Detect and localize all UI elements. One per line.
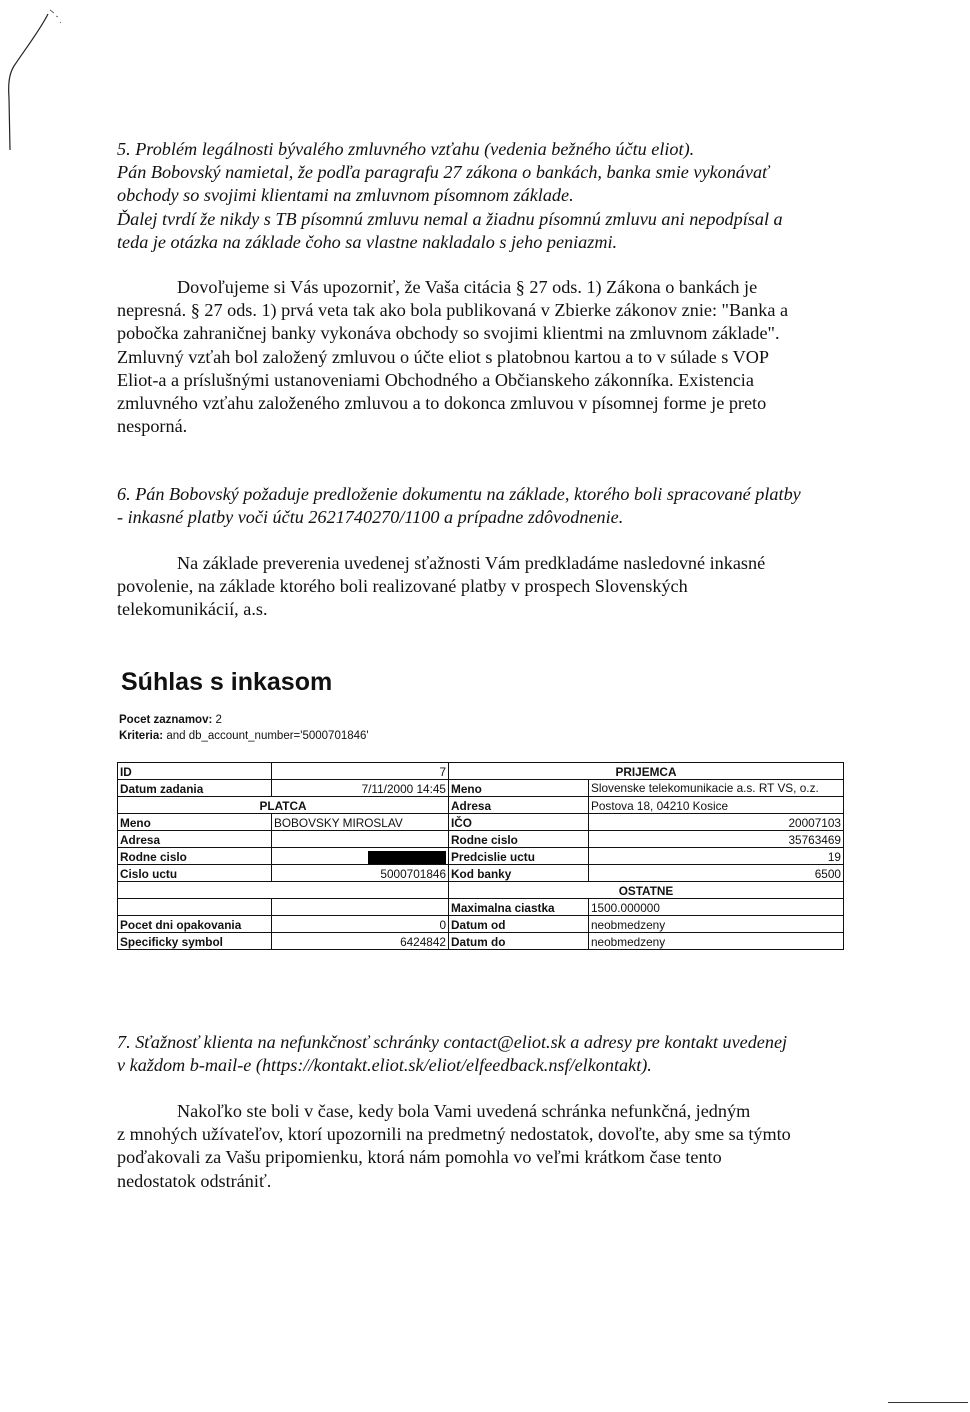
ico-value: 20007103 (589, 814, 844, 831)
table-row (118, 797, 844, 814)
page-edge-line (888, 1402, 968, 1403)
ostatne-header: OSTATNE (449, 882, 844, 899)
text-line: obchody so svojimi klientami na zmluvnom písomnom základe. (117, 185, 574, 206)
prijemca-header: PRIJEMCA (449, 763, 844, 780)
text-line: Ďalej tvrdí že nikdy s TB písomnú zmluvu nemal a žiadnu písomnú zmluvu ani nepodpísal a (117, 208, 783, 229)
table-row (118, 848, 844, 865)
section-7-heading (117, 1031, 877, 1077)
kod-banky-label: Kod banky (449, 865, 589, 882)
id-label: ID (118, 763, 272, 780)
table-row (118, 763, 844, 780)
record-count-value: 2 (215, 714, 222, 726)
table-row (118, 814, 844, 831)
text-line: 6. Pán Bobovský požaduje predloženie dokumentu na základe, ktorého boli spracované platby (117, 484, 801, 504)
datum-od-value: neobmedzeny (589, 916, 844, 933)
text-line: telekomunikácií, a.s. (117, 599, 268, 620)
text-line: Nakoľko ste boli v čase, kedy bola Vami uvedená schránka nefunkčná, jedným (177, 1101, 751, 1121)
text-line: nedostatok odstrániť. (117, 1170, 272, 1191)
platca-adresa-label: Adresa (118, 831, 272, 848)
text-line: v každom b-mail-e (https://kontakt.eliot.sk/eliot/elfeedback.nsf/elkontakt). (117, 1055, 652, 1076)
text-line: - inkasné platby voči účtu 2621740270/1100 a prípadne zdôvodnenie. (117, 507, 624, 528)
text-line: Eliot-a a príslušnými ustanoveniami Obchodného a Občianskeho zákonníka. Existencia (117, 369, 754, 390)
section-7-response (117, 1100, 877, 1193)
prijemca-meno-value: Slovenske telekomunikacie a.s. RT VS, o.z. (589, 780, 844, 797)
text-line: povolenie, na základe ktorého boli realizované platby v prospech Slovenských (117, 576, 688, 597)
predcislie-value: 19 (589, 848, 844, 865)
datum-do-label: Datum do (449, 933, 589, 950)
direct-debit-table (117, 762, 844, 950)
id-value: 7 (272, 763, 449, 780)
criteria-value: and db_account_number='5000701846' (166, 730, 369, 742)
text-line: 7. Sťažnosť klienta na nefunkčnosť schránky contact@eliot.sk a adresy pre kontakt uvedenej (117, 1032, 788, 1052)
text-line: z mnohých užívateľov, ktorí upozornili na predmetný nedostatok, dovoľte, aby sme sa týmto (117, 1124, 791, 1145)
text-line: teda je otázka na základe čoho sa vlastne nakladalo s jeho peniazmi. (117, 231, 618, 252)
platca-rodne-cislo-label: Rodne cislo (118, 848, 272, 865)
prijemca-rodne-cislo-label: Rodne cislo (449, 831, 589, 848)
table-row (118, 865, 844, 882)
maximalna-ciastka-value: 1500.000000 (589, 899, 844, 916)
pocet-dni-label: Pocet dni opakovania (118, 916, 272, 933)
ico-label: IČO (449, 814, 589, 831)
specificky-symbol-label: Specificky symbol (118, 933, 272, 950)
kod-banky-value: 6500 (589, 865, 844, 882)
criteria-label: Kriteria: (119, 730, 164, 742)
text-line: Zmluvný vzťah bol založený zmluvou o účte eliot s platobnou kartou a to v súlade s VOP (117, 346, 769, 367)
table-row (118, 899, 844, 916)
section-5-heading (117, 138, 877, 254)
prijemca-meno-label: Meno (449, 780, 589, 797)
cislo-uctu-label: Cislo uctu (118, 865, 272, 882)
platca-adresa-value (272, 831, 449, 848)
text-line: pobočka zahraničnej banky vykonáva obchody so svojimi klientmi na zmluvnom základe". (117, 323, 780, 344)
prijemca-rodne-cislo-value: 35763469 (589, 831, 844, 848)
platca-header: PLATCA (118, 797, 449, 814)
table-row (118, 882, 844, 899)
platca-meno-value: BOBOVSKY MIROSLAV (272, 814, 449, 831)
table-row (118, 916, 844, 933)
section-5-response (117, 276, 877, 438)
empty-cell (272, 899, 449, 916)
record-count-label: Pocet zaznamov: (119, 714, 213, 726)
criteria (119, 729, 369, 743)
predcislie-label: Predcislie uctu (449, 848, 589, 865)
empty-cell (118, 882, 449, 899)
form-title: Súhlas s inkasom (121, 668, 333, 696)
text-line: nepresná. § 27 ods. 1) prvá veta tak ako bola publikovaná v Zbierke zákonov znie: "Banka a (117, 300, 789, 321)
table-row (118, 933, 844, 950)
table-row (118, 780, 844, 797)
text-line: poďakovali za Vašu pripomienku, ktorá nám pomohla vo veľmi krátkom čase tento (117, 1147, 722, 1168)
section-6-response (117, 552, 877, 622)
table-row (118, 831, 844, 848)
text-line: 5. Problém legálnosti bývalého zmluvného vzťahu (vedenia bežného účtu eliot). (117, 139, 695, 159)
text-line: nesporná. (117, 416, 188, 437)
platca-meno-label: Meno (118, 814, 272, 831)
maximalna-ciastka-label: Maximalna ciastka (449, 899, 589, 916)
specificky-symbol-value: 6424842 (272, 933, 449, 950)
record-count (119, 713, 222, 727)
datum-do-value: neobmedzeny (589, 933, 844, 950)
text-line: Na základe preverenia uvedenej sťažnosti Vám predkladáme nasledovné inkasné (177, 553, 766, 573)
text-line: Pán Bobovský namietal, že podľa paragrafu 27 zákona o bankách, banka smie vykonávať (117, 162, 769, 183)
cislo-uctu-value: 5000701846 (272, 865, 449, 882)
pocet-dni-value: 0 (272, 916, 449, 933)
datum-zadania-label: Datum zadania (118, 780, 272, 797)
text-line: Dovoľujeme si Vás upozorniť, že Vaša citácia § 27 ods. 1) Zákona o bankách je (177, 277, 758, 297)
text-line: zmluvného vzťahu založeného zmluvou a to dokonca zmluvou v písomnej forme je preto (117, 393, 767, 414)
prijemca-adresa-label: Adresa (449, 797, 589, 814)
datum-zadania-value: 7/11/2000 14:45 (272, 780, 449, 797)
datum-od-label: Datum od (449, 916, 589, 933)
section-6-heading (117, 483, 877, 529)
platca-rodne-cislo-redacted (272, 848, 449, 865)
empty-cell (118, 899, 272, 916)
redaction-bar (368, 851, 446, 864)
prijemca-adresa-value: Postova 18, 04210 Kosice (589, 797, 844, 814)
scan-margin-mark (0, 0, 80, 160)
